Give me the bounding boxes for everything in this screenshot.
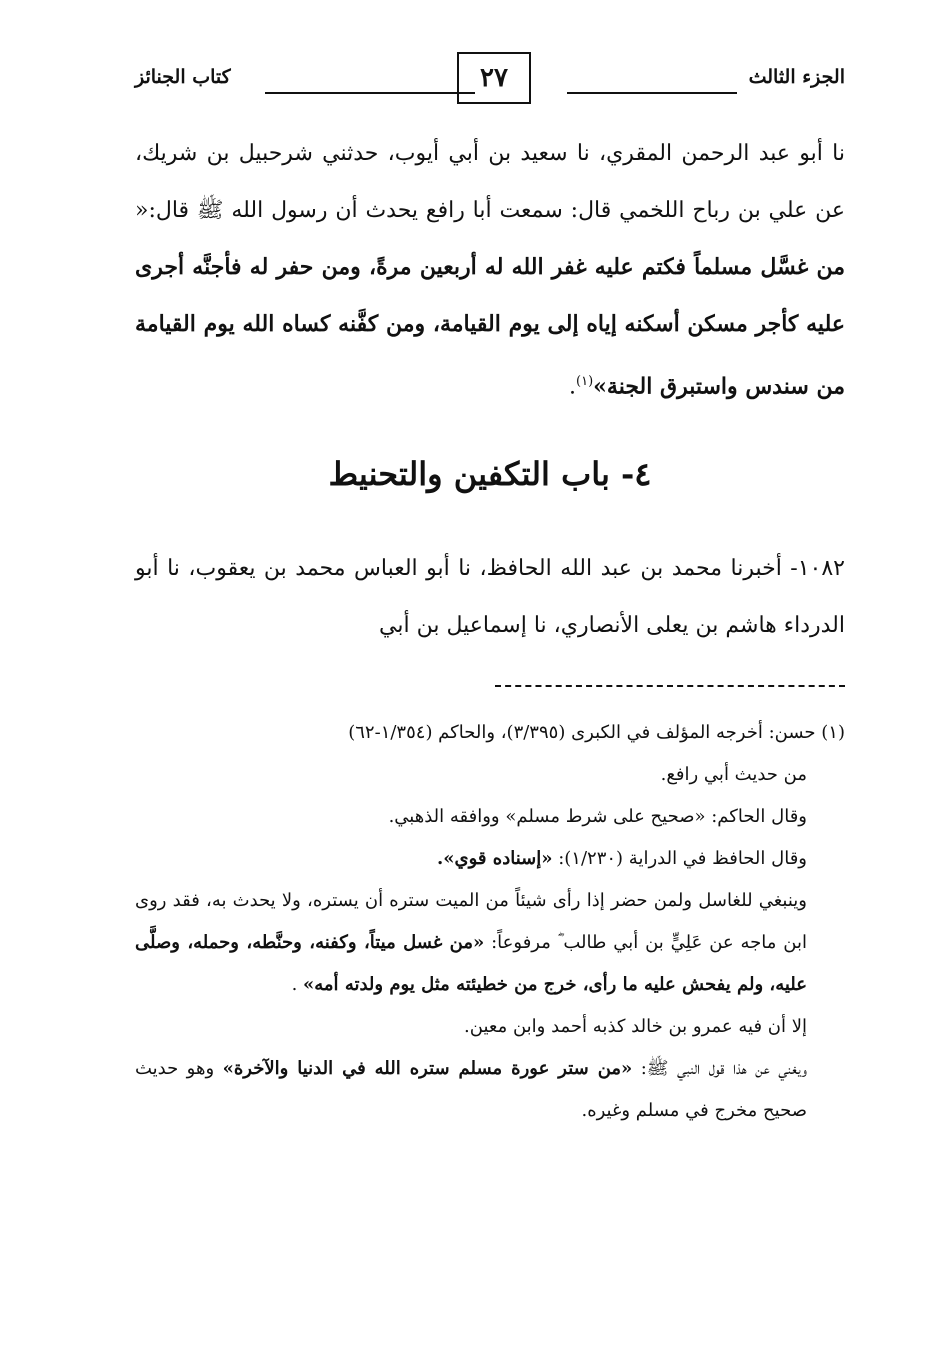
paragraph-hadith-1082: ١٠٨٢- أخبرنا محمد بن عبد الله الحافظ، نا أبو العباس محمد بن يعقوب، نا أبو الدرداء هاشم بن يعلى الأنصاري، نا إسماعيل بن أبي: [135, 556, 845, 638]
footnote-text: ويغني عن هذا قول النبي ﷺ:: [632, 1058, 807, 1079]
footnotes: [135, 712, 845, 1132]
volume-title: الجزء الثالث: [748, 66, 845, 88]
footnote-separator: [495, 685, 845, 687]
footnote-line: (١) حسن: أخرجه المؤلف في الكبرى (٣/٣٩٥)، والحاكم (١/٣٥٤-٦٢): [348, 722, 845, 743]
paragraph-hadith-1: [135, 125, 845, 415]
footnote-quote: «من ستر عورة مسلم ستره الله في الدنيا والآخرة»: [222, 1058, 633, 1079]
book-title: كتاب الجنائز: [135, 66, 231, 88]
footnote-text: وهو حديث صحيح مخرج في مسلم وغيره.: [135, 1058, 807, 1121]
page-header: [135, 52, 845, 112]
footnote-quote: «من غسل ميتاً، وكفنه، وحنَّطه، وحمله، وصلَّى عليه، ولم يفحش عليه ما رأى، خرج من خطيئته مثل يوم ولدته أمه»: [135, 932, 807, 995]
footnote-text: .: [291, 974, 304, 995]
footnote-text: وقال الحافظ في الدراية (١/٢٣٠):: [552, 848, 807, 869]
page-number: ٢٧: [457, 52, 531, 104]
footnote-text: وينبغي للغاسل ولمن حضر إذا رأى شيئاً من الميت ستره أن يستره، ولا يحدث به، فقد روى ابن ماجه عن عَلِيٍّ بن أبي طالب ؓ مرفوعاً:: [135, 890, 807, 953]
header-rule-right: [567, 92, 737, 94]
footnote-line: من حديث أبي رافع.: [660, 764, 807, 785]
paragraph-end: .: [569, 374, 577, 400]
footnote-ref: (١): [576, 374, 594, 389]
isnad-text: نا أبو عبد الرحمن المقري، نا سعيد بن أبي أيوب، حدثني شرحبيل بن شريك، عن علي بن رباح اللخمي قال: سمعت أبا رافع يحدث أن رسول الله ﷺ قال:«: [135, 141, 845, 223]
footnote-line: [135, 880, 845, 1006]
footnote-line: [135, 1048, 845, 1132]
chapter-title: ٤- باب التكفين والتحنيط: [328, 455, 652, 493]
header-rule-left: [265, 92, 475, 94]
footnote-line: [135, 838, 845, 880]
footnote-quote: «إسناده قوي».: [437, 848, 553, 869]
footnote-line: وقال الحاكم: «صحيح على شرط مسلم» ووافقه الذهبي.: [388, 806, 807, 827]
footnote-line: إلا أن فيه عمرو بن خالد كذبه أحمد وابن معين.: [464, 1016, 807, 1037]
hadith-text: من غسَّل مسلماً فكتم عليه غفر الله له أربعين مرةً، ومن حفر له فأجنَّه أجرى عليه كأجر مسكن أسكنه إياه إلى يوم القيامة، ومن كفَّنه كساه الله يوم القيامة من سندس واستبرق الجنة: [135, 254, 845, 400]
closing-quote: »: [593, 373, 607, 400]
